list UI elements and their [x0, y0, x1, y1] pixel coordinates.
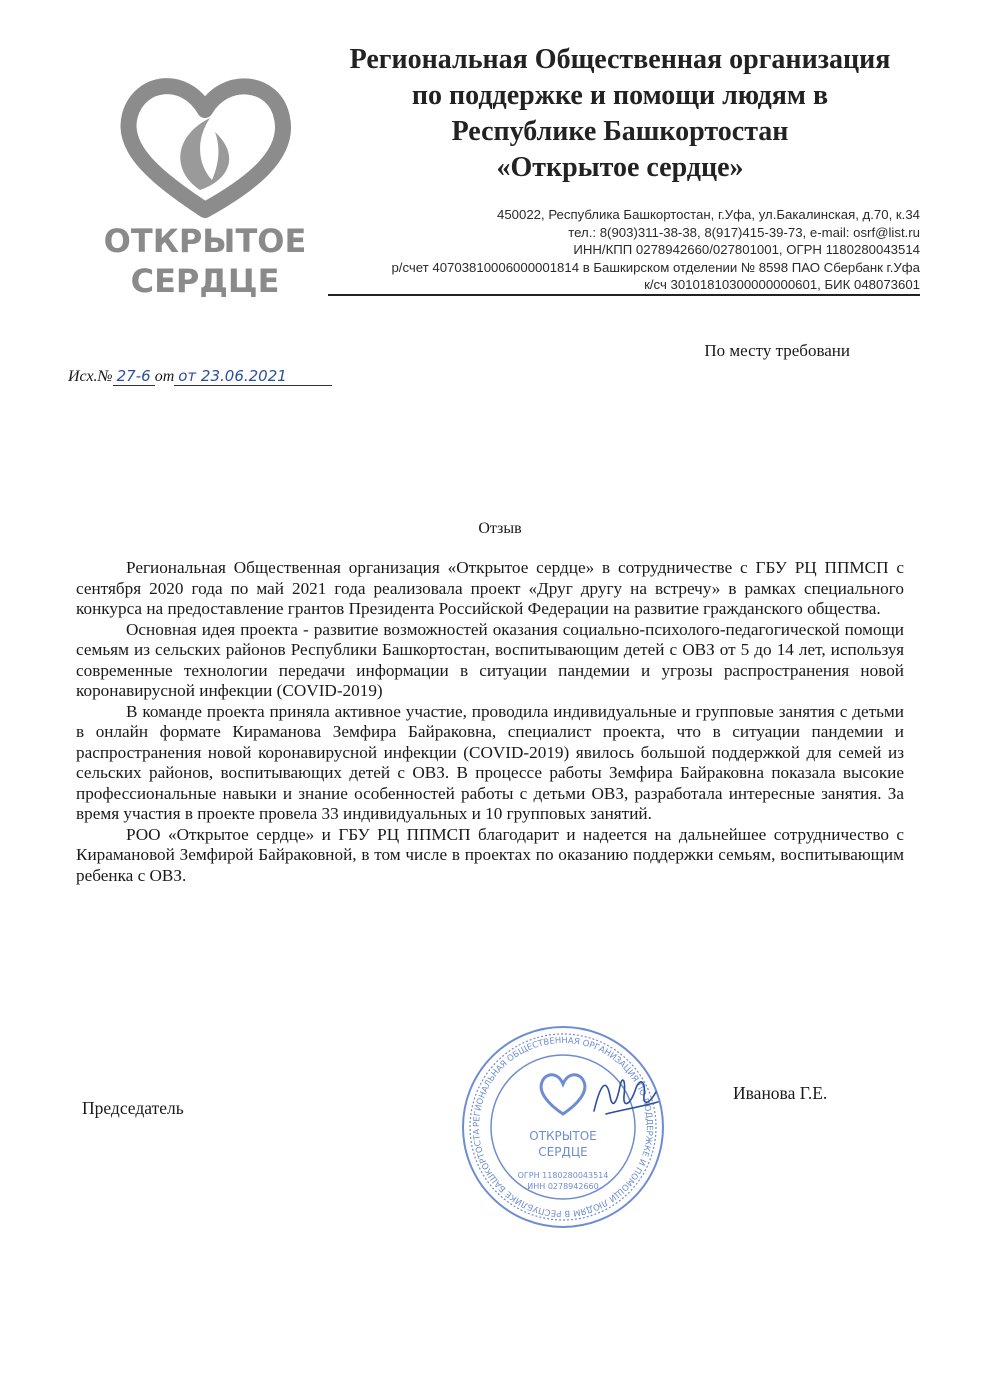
document-title: Отзыв — [478, 520, 522, 537]
outgoing-number: 27-6 — [113, 367, 155, 386]
corr-account-line: к/сч 30101810300000000601, БИК 048073601 — [644, 277, 920, 292]
addressee: По месту требовани — [704, 341, 850, 360]
header-divider — [328, 294, 920, 296]
org-title-line: по поддержке и помощи людям в — [411, 80, 829, 111]
phone-email-line: тел.: 8(903)311-38-38, 8(917)415-39-73, e-mail: osrf@list.ru — [568, 224, 920, 240]
organization-stamp — [458, 1022, 668, 1232]
stamp-center-line1: ОТКРЫТОЕ — [529, 1129, 597, 1143]
signature-scribble-icon — [586, 1066, 666, 1126]
org-title-line: Региональная Общественная организация — [349, 44, 891, 75]
body-paragraph: Региональная Общественная организация «Открытое сердце» в сотрудничестве с ГБУ РЦ ППМСП с сентября 2020 года по май 2021 года реализовала проект «Друг другу на встречу» в рамках специального конкурса на предоставление грантов Президента Российской Федерации на развитие гражданского общества. — [76, 558, 904, 618]
stamp-center-line2: СЕРДЦЕ — [538, 1145, 588, 1159]
organization-title — [320, 42, 920, 186]
contact-details — [330, 206, 920, 294]
heart-logo-icon — [100, 70, 310, 310]
organization-logo — [100, 70, 310, 310]
org-title-line: «Открытое сердце» — [496, 152, 744, 183]
logo-text-line2: СЕРДЦЕ — [130, 262, 280, 300]
outgoing-reference — [68, 367, 388, 386]
outgoing-date: от 23.06.2021 — [174, 367, 332, 386]
inn-kpp-line: ИНН/КПП 0278942660/027801001, ОГРН 1180280043514 — [573, 242, 920, 257]
handwritten-signature — [586, 1066, 666, 1126]
org-title-line: Республике Башкортостан — [451, 116, 789, 147]
outgoing-mid: от — [154, 368, 175, 385]
stamp-inn: ИНН 0278942660 — [527, 1182, 599, 1191]
body-paragraph: В команде проекта приняла активное участие, проводила индивидуальные и групповые занятия с детьми в онлайн формате Кирамановa Земфира Байраковна, специалист проекта, что в ситуации пандемии и распространения новой коронавирусной инфекции (COVID-2019) явилось большой поддержкой для семей из сельских районов, воспитывающих детей с ОВЗ. В процессе работы Земфира Байраковна показала высокие профессиональные навыки и знание особенностей работы с детьми ОВЗ, разработала интересные занятия. За время участия в проекте провела 33 индивидуальных и 10 групповых занятий. — [76, 701, 904, 823]
logo-text-line1: ОТКРЫТОЕ — [103, 222, 307, 260]
signer-role: Председатель — [82, 1098, 184, 1118]
body-paragraph: РОО «Открытое сердце» и ГБУ РЦ ППМСП благодарит и надеется на дальнейшее сотрудничество с Кирамановой Земфирой Байраковной, в том числе в проектах по оказанию поддержки семьям, воспитывающим ребенка с ОВЗ. — [76, 824, 904, 885]
signer-name: Иванова Г.Е. — [733, 1083, 828, 1103]
bank-account-line: р/счет 40703810006000001814 в Башкирском отделении № 8598 ПАО Сбербанк г.Уфа — [391, 259, 920, 275]
address-line: 450022, Республика Башкортостан, г.Уфа, ул.Бакалинская, д.70, к.34 — [496, 207, 920, 222]
stamp-ogrn: ОГРН 1180280043514 — [517, 1171, 609, 1180]
body-paragraph: Основная идея проекта - развитие возможностей оказания социально-психолого-педагогической помощи семьям из сельских районов Республики Башкортостан, воспитывающим детей с ОВЗ от 5 до 14 лет, используя современные технологии передачи информации в ситуации пандемии и угрозы распространения новой коронавирусной инфекции (COVID-2019) — [76, 619, 904, 700]
outgoing-prefix: Исх.№ — [68, 368, 113, 385]
document-body — [76, 558, 904, 886]
stamp-outer-text: РЕГИОНАЛЬНАЯ ОБЩЕСТВЕННАЯ ОРГАНИЗАЦИЯ ПО ПОДДЕРЖКЕ И ПОМОЩИ ЛЮДЯМ В РЕСПУБЛИКЕ БАШКОРТОСТА — [471, 1035, 655, 1219]
stamp-seal-icon — [458, 1022, 668, 1232]
